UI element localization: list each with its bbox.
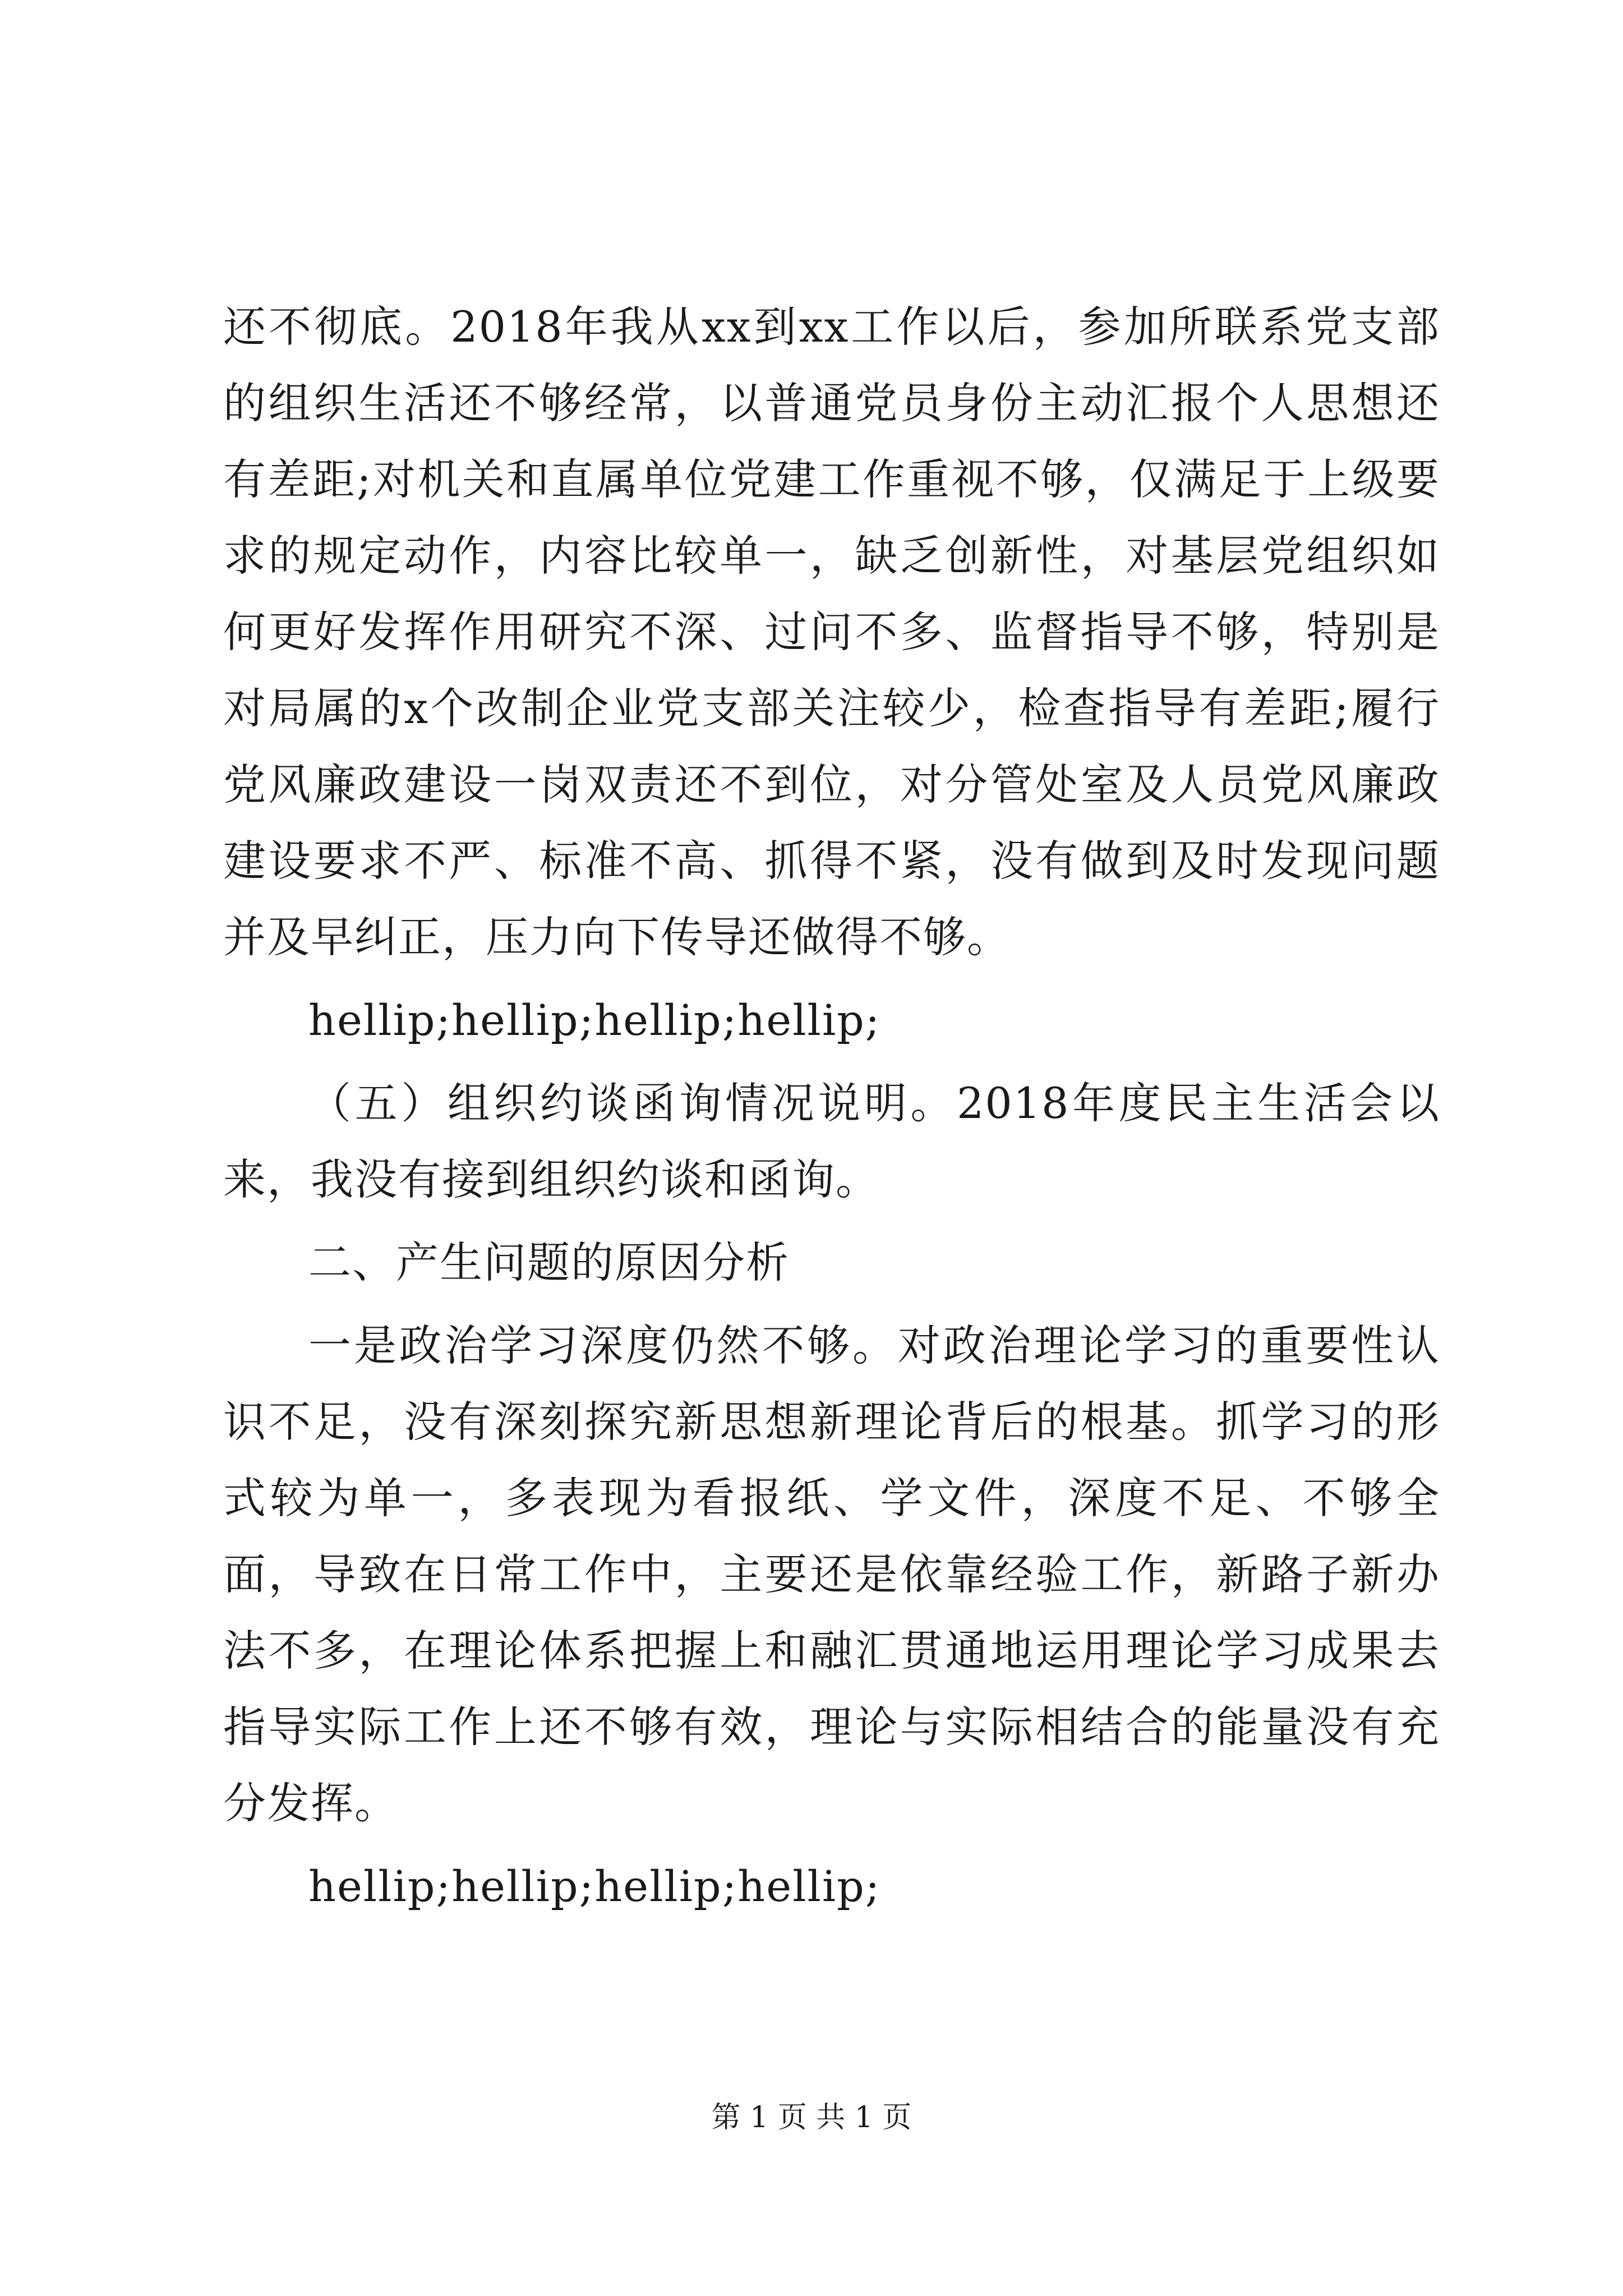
page-footer [0, 2095, 1623, 2140]
paragraph-ellipsis: hellip;hellip;hellip;hellip; [308, 995, 881, 1045]
paragraph-ellipsis-2: hellip;hellip;hellip;hellip; [308, 1861, 881, 1911]
document-body [223, 289, 1440, 1925]
paragraph-problems-continued: 还不彻底。2018年我从xx到xx工作以后，参加所联系党支部的组织生活还不够经常，以普通党员身份主动汇报个人思想还有差距;对机关和直属单位党建工作重视不够，仅满足于上级要求的规定动作，内容比较单一，缺乏创新性，对基层党组织如何更好发挥作用研究不深、过问不多、监督指导不够，特别是对局属的x个改制企业党支部关注较少，检查指导有差距;履行党风廉政建设一岗双责还不到位，对分管处室及人员党风廉政建设要求不严、标准不高、抓得不紧，没有做到及时发现问题并及早纠正，压力向下传导还做得不够。 [223, 302, 1440, 962]
page-number-label: 第 1 页 共 1 页 [711, 2101, 912, 2134]
paragraph-interview-inquiry: （五）组织约谈函询情况说明。2018年度民主生活会以来，我没有接到组织约谈和函询。 [223, 1078, 1440, 1204]
section-heading-cause-analysis: 二、产生问题的原因分析 [308, 1237, 790, 1287]
paragraph-political-study: 一是政治学习深度仍然不够。对政治理论学习的重要性认识不足，没有深刻探究新思想新理论背后的根基。抓学习的形式较为单一，多表现为看报纸、学文件，深度不足、不够全面，导致在日常工作中，主要还是依靠经验工作，新路子新办法不多，在理论体系把握上和融汇贯通地运用理论学习成果去指导实际工作上还不够有效，理论与实际相结合的能量没有充分发挥。 [223, 1320, 1440, 1828]
